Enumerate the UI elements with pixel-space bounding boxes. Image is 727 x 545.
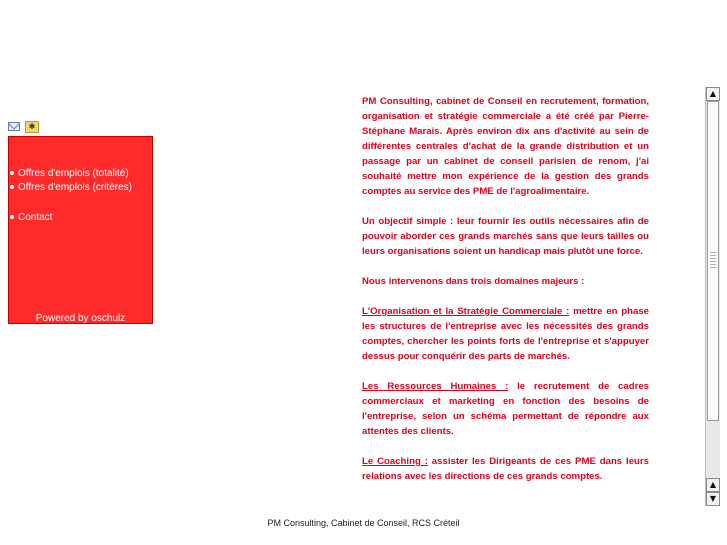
domain-title[interactable]: Les Ressources Humaines : [362, 381, 509, 392]
domain-text: assister les Dirigeants de ces PME dans leurs relations avec les directions de ces grands comptes. [362, 456, 649, 482]
scroll-thumb[interactable] [707, 101, 719, 421]
bullet-icon [10, 185, 14, 189]
intro-paragraph: PM Consulting, cabinet de Conseil en recrutement, formation, organisation et stratégie commerciale a été créé par Pierre-Stéphane Marais. Après environ dix ans d'activité au sein de différentes centrales d'achat de la grande distribution et un passage par un cabinet de conseil parisien de renom, j'ai souhaité mettre mon expérience de la gestion des grands comptes au service des PME de l'agroalimentaire. [362, 96, 649, 197]
scroll-up-button-lower[interactable] [706, 478, 720, 492]
folder-icon[interactable]: ✱ [25, 121, 39, 133]
arrow-up-icon: ▲ [709, 89, 717, 98]
menu-item-offres-totalite[interactable] [9, 168, 129, 180]
menu-item-offres-criteres[interactable] [9, 182, 132, 194]
content-scrollbar[interactable] [705, 87, 720, 506]
domain-coaching [362, 454, 649, 484]
arrow-up-icon: ▲ [709, 480, 717, 489]
scroll-up-button[interactable] [706, 87, 720, 101]
arrow-down-icon: ▼ [709, 494, 717, 503]
domain-title[interactable]: L'Organisation et la Stratégie Commerciale : [362, 306, 570, 317]
domain-text: mettre en phase les structures de l'entreprise avec les nécessités des grands comptes, chercher les points forts de l'entreprise et s'appuyer dessus pour conquérir des parts de marchés. [362, 306, 649, 362]
powered-by-text: Powered by oschulz [35, 313, 126, 324]
menu-item-contact[interactable] [9, 212, 52, 224]
domain-title[interactable]: Le Coaching : [362, 456, 428, 467]
domain-text: le recrutement de cadres commerciaux et marketing en fonction des besoins de l'entreprise, selon un schéma permettant de répondre aux attentes des clients. [362, 381, 649, 437]
menu-item-label[interactable]: Offres d'emplois (critères) [18, 182, 132, 193]
domain-organisation [362, 304, 649, 364]
mail-icon[interactable] [8, 122, 20, 131]
scroll-down-button[interactable] [706, 492, 720, 506]
bullet-icon [10, 215, 14, 219]
objective-paragraph: Un objectif simple : leur fournir les outils nécessaires afin de pouvoir aborder ces grands marchés sans que leurs tailles ou leurs organisations soient un handicap mais plutôt une force. [362, 216, 649, 257]
menu-item-label[interactable]: Contact [18, 212, 53, 223]
main-content [362, 94, 649, 499]
grip-icon [710, 252, 716, 268]
domains-intro: Nous intervenons dans trois domaines majeurs : [362, 276, 585, 287]
footer-text: PM Consulting, Cabinet de Conseil, RCS Créteil [267, 518, 460, 528]
bullet-icon [10, 171, 14, 175]
menu-item-label[interactable]: Offres d'emplois (totalité) [18, 168, 129, 179]
navigation-menu [8, 136, 153, 324]
domain-ressources-humaines [362, 379, 649, 439]
